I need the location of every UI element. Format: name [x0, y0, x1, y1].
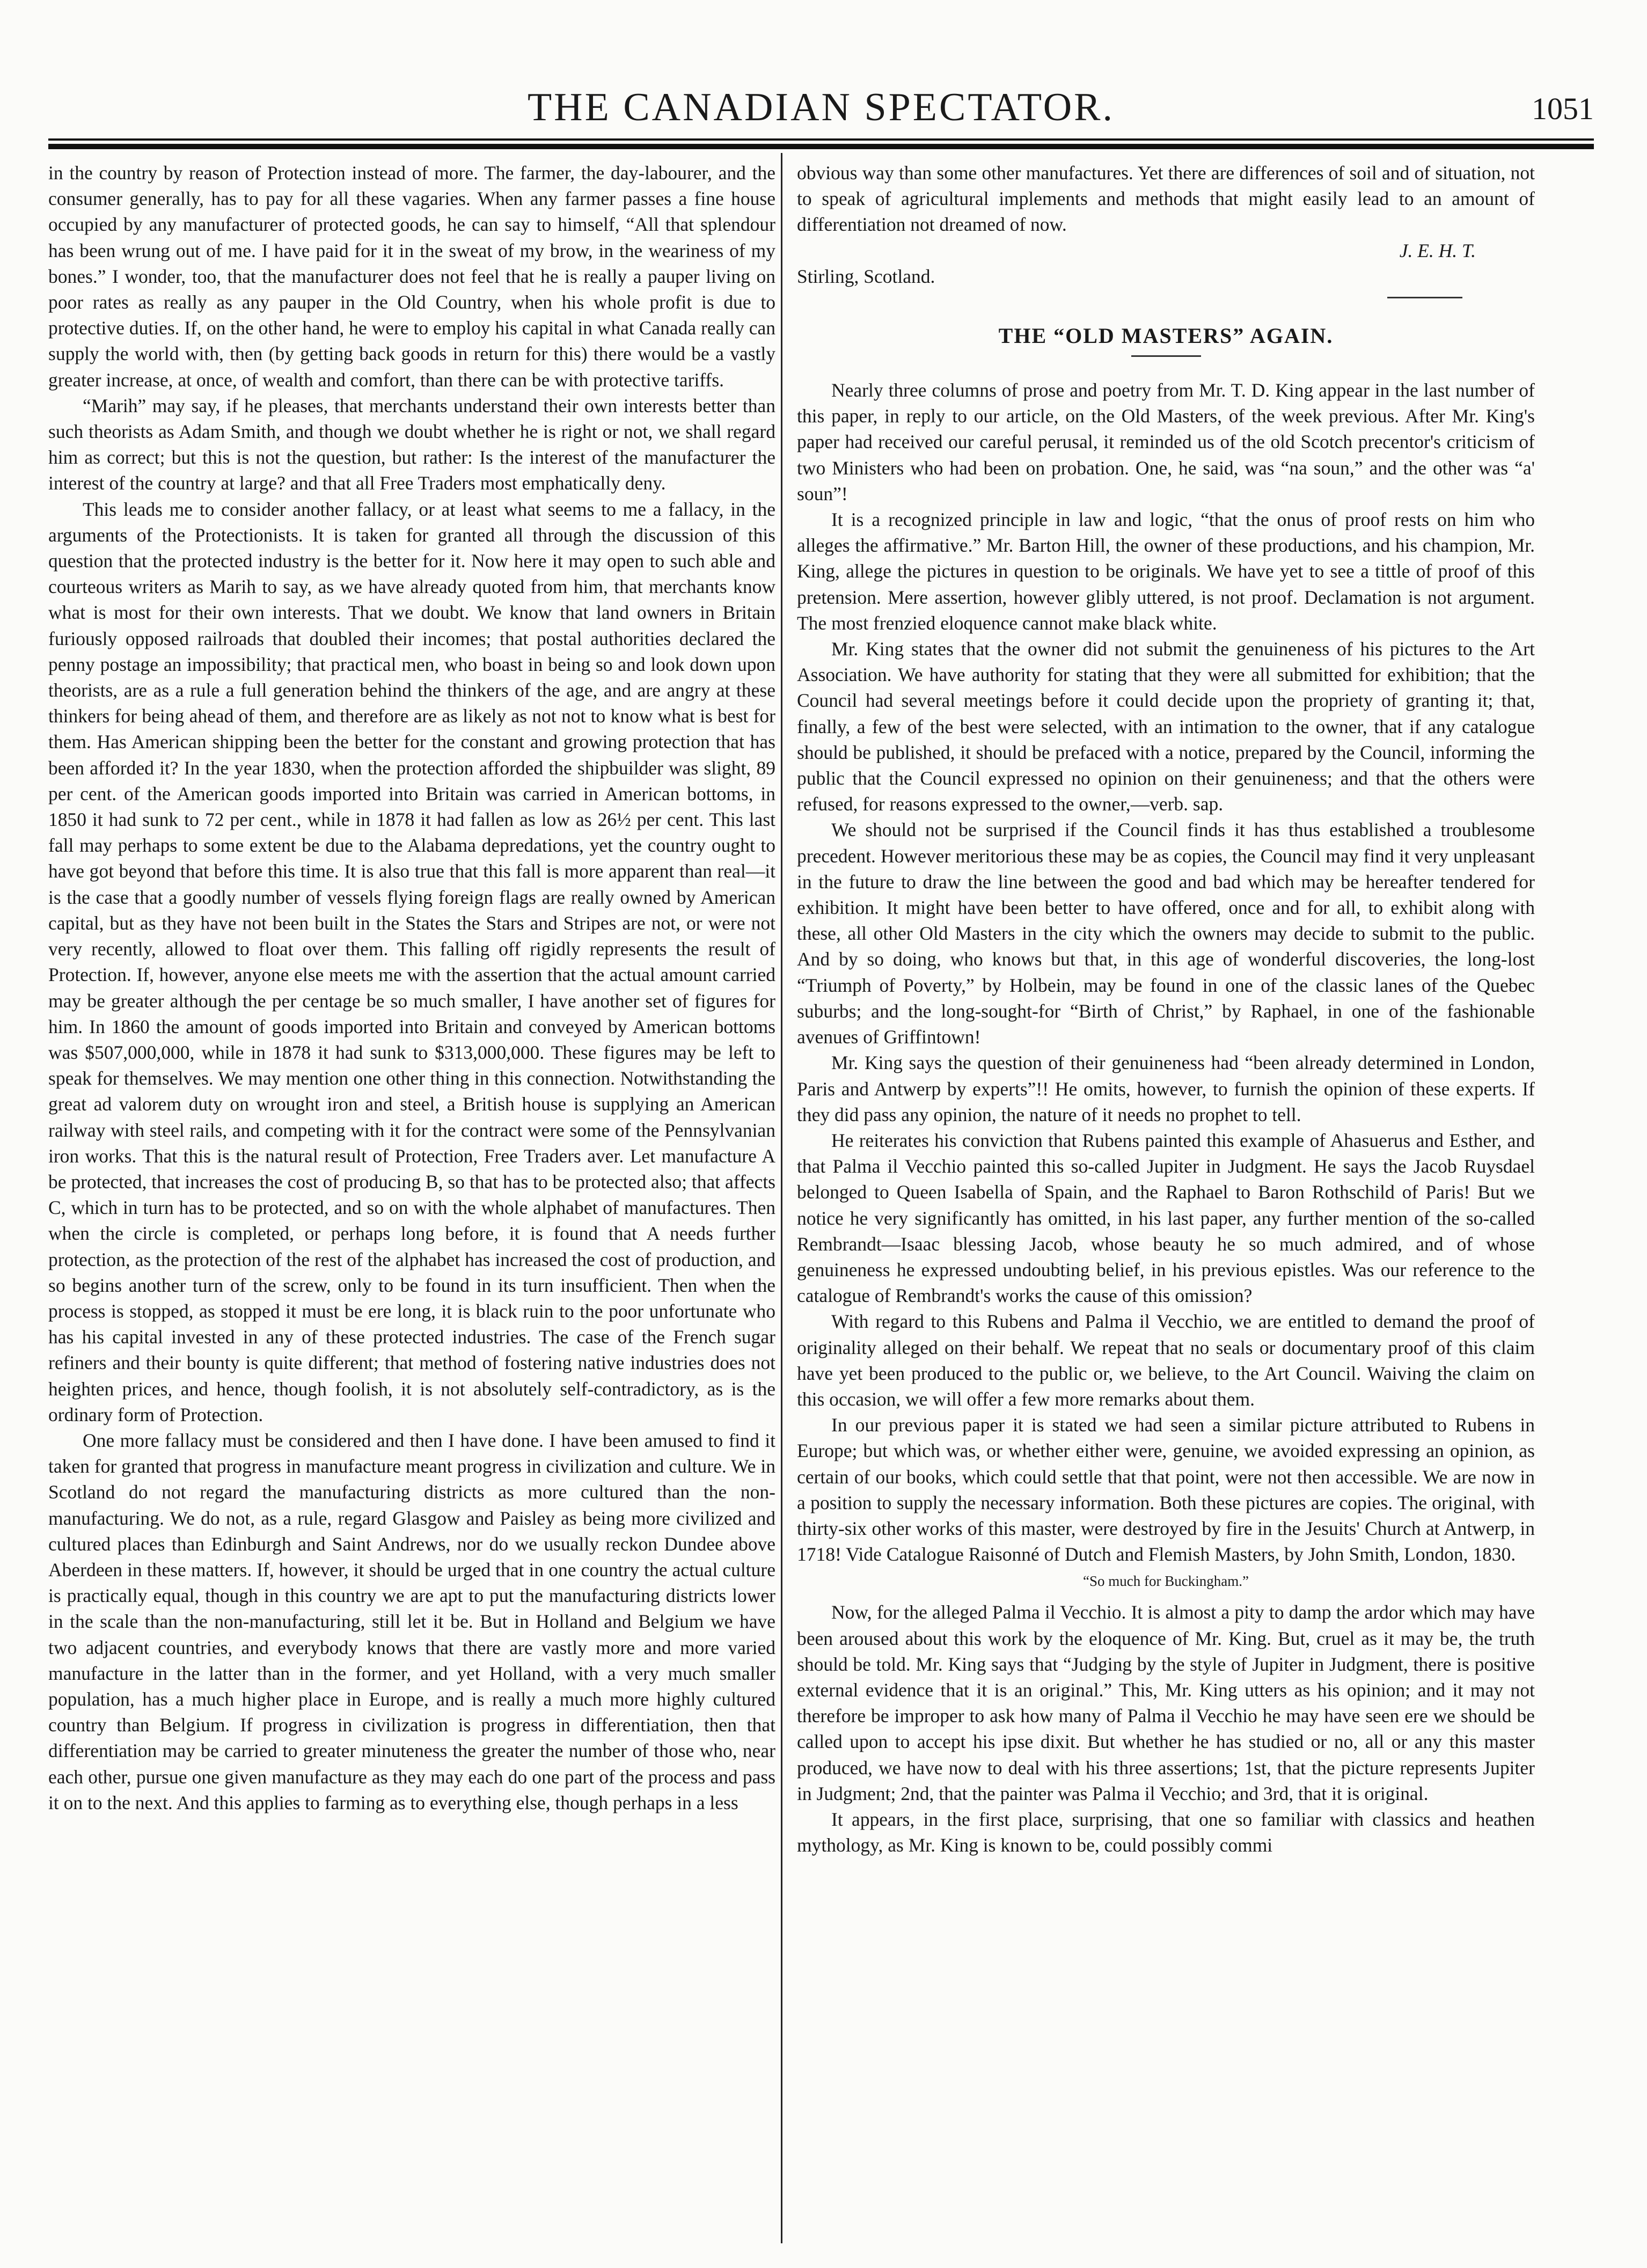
author-location: Stirling, Scotland.	[797, 265, 935, 287]
publication-title: THE CANADIAN SPECTATOR.	[527, 85, 1115, 129]
paragraph: It appears, in the first place, surprising, that one so familiar with classics and heathen mythology, as Mr. King is known to be, could possibly commi	[797, 1808, 1535, 1856]
pull-quote: “So much for Buckingham.”	[1083, 1573, 1249, 1590]
paragraph: With regard to this Rubens and Palma il Vecchio, we are entitled to demand the proof of originality alleged on their behalf. We repeat that no seals or documentary proof of this claim have yet been produced to the public or, we believe, to the Art Council. Waiving the claim on this occasion, we will offer a few more remarks about them.	[797, 1311, 1535, 1410]
paragraph: Mr. King says the question of their genuineness had “been already determined in London, Paris and Antwerp by experts”!! He omits, however, to furnish the opinion of these experts. If they did pass any opinion, the nature of it needs no prophet to tell.	[797, 1052, 1535, 1125]
paragraph: Nearly three columns of prose and poetry from Mr. T. D. King appear in the last number of this paper, in reply to our article, on the Old Masters, of the week previous. After Mr. King's paper had received our careful perusal, it reminded us of the old Scotch precentor's criticism of two Ministers who had been on probation. One, he said, was “na soun,” and the other was “a' soun”!	[797, 379, 1535, 504]
article-heading: THE “OLD MASTERS” AGAIN.	[998, 324, 1334, 348]
right-column	[797, 160, 1535, 1858]
paragraph: This leads me to consider another fallacy, or at least what seems to me a fallacy, in the arguments of the Protectionists. It is taken for granted all through the discussion of this question that the protected industry is the better for it. Now here it may open to such able and courteous writers as Marih to say, as we have already quoted from him, that merchants know what is most for their own interests. That we doubt. We know that land owners in Britain furiously opposed railroads that doubled their incomes; that postal authorities declared the penny postage an impossibility; that practical men, who boast in being so and look down upon theorists, are as a rule a full generation behind the thinkers of the age, and are angry at these thinkers for being ahead of them, and therefore are as likely as not not to know what is best for them. Has American shipping been the better for the constant and growing protection that has been afforded it? In the year 1830, when the protection afforded the shipbuilder was slight, 89 per cent. of the American goods imported into Britain was carried in American bottoms, in 1850 it had sunk to 72 per cent., while in 1878 it had fallen as low as 26½ per cent. This last fall may perhaps to some extent be due to the Alabama depredations, yet the country ought to have got beyond that before this time. It is also true that this fall is more apparent than real—it is the case that a goodly number of vessels flying foreign flags are really owned by American capital, but as they have not been built in the States the Stars and Stripes are not, or were not very recently, allowed to float over them. This falling off rigidly represents the result of Protection. If, however, anyone else meets me with the assertion that the actual amount carried may be greater although the per centage be so much smaller, I have another set of figures for him. In 1860 the amount of goods imported into Britain and conveyed by American bottoms was $507,000,000, while in 1878 it had sunk to $313,000,000. These figures may be left to speak for themselves. We may mention one other thing in this connection. Notwithstanding the great ad valorem duty on wrought iron and steel, a British house is supplying an American railway with steel rails, and competing with it for the contract were some of the Pennsylvanian iron works. That this is the natural result of Protection, Free Traders aver. Let manufacture A be protected, that increases the cost of producing B, so that has to be protected also; that affects C, which in turn has to be protected, and so on with the whole alphabet of manufactures. Then when the circle is completed, or perhaps long before, it is found that A needs further protection, as the protection of the rest of the alphabet has increased the cost of production, and so begins another turn of the screw, only to be found in its turn insufficient. Then when the process is stopped, as stopped it must be ere long, it is black ruin to the poor unfortunate who has his capital invested in any of these protected industries. The case of the French sugar refiners and their bounty is quite different; that method of fostering native industries does not heighten prices, and hence, though foolish, it is not absolutely self-contradictory, as is the ordinary form of Protection.	[48, 498, 775, 1425]
paragraph: obvious way than some other manufactures. Yet there are differences of soil and of situation, not to speak of agricultural implements and methods that might easily lead to an amount of differentiation not dreamed of now.	[797, 162, 1535, 236]
paragraph: Mr. King states that the owner did not submit the genuineness of his pictures to the Art Association. We have authority for stating that they were all submitted for exhibition; that the Council had several meetings before it could decide upon the propriety of granting it; that, finally, a few of the best were selected, with an intimation to the owner, that if any catalogue should be published, it should be prefaced with a notice, prepared by the Council, informing the public that the Council expressed no opinion on their genuineness; and that the others were refused, for reasons expressed to the owner,—verb. sap.	[797, 638, 1535, 815]
paragraph: One more fallacy must be considered and then I have done. I have been amused to find it taken for granted that progress in manufacture meant progress in civilization and culture. We in Scotland do not regard the manufacturing districts as more cultured than the non-manufacturing. We do not, as a rule, regard Glasgow and Paisley as being more civilized and cultured places than Edinburgh and Saint Andrews, nor do we usually reckon Dundee above Aberdeen in these matters. If, however, it should be urged that in one country the actual culture is practically equal, though in this country we are apt to put the manufacturing districts lower in the scale than the non-manufacturing, still let it be. But in Holland and Belgium we have two adjacent countries, and everybody knows that there are vastly more and more varied manufacture in the latter than in the former, and yet Holland, with a very much smaller population, has a much higher place in Europe, and is really a much more highly cultured country than Belgium. If progress in civilization is progress in differentiation, then that differentiation may be carried to greater minuteness the greater the number of those who, near each other, pursue one given manufacture as they may each do one part of the process and pass it on to the next. And this applies to farming as to everything else, though perhaps in a less	[48, 1429, 775, 1813]
page-header	[48, 81, 1594, 140]
page-number: 1051	[1532, 91, 1594, 126]
paragraph: He reiterates his conviction that Rubens painted this example of Ahasuerus and Esther, and that Palma il Vecchio painted this so-called Jupiter in Judgment. He says the Jacob Ruysdael belonged to Queen Isabella of Spain, and the Raphael to Baron Rothschild of Paris! But we notice he very significantly has omitted, in his last paper, any further mention of the so-called Rembrandt—Isaac blessing Jacob, whose beauty he so much admired, and of whose genuineness he expressed undoubting belief, in his previous epistles. Was our reference to the catalogue of Rembrandt's works the cause of this omission?	[797, 1129, 1535, 1307]
section-rule	[1387, 297, 1462, 298]
author-signature: J. E. H. T.	[1399, 239, 1476, 261]
left-column	[48, 160, 775, 1816]
column-divider	[781, 153, 782, 2243]
header-rule-thick	[48, 144, 1594, 149]
paragraph: in the country by reason of Protection instead of more. The farmer, the day-labourer, and the consumer generally, has to pay for all these vagaries. When any farmer passes a fine house occupied by any manufacturer of protected goods, he can say to himself, “All that splendour has been wrung out of me. I have paid for it in the sweat of my brow, in the weariness of my bones.” I wonder, too, that the manufacturer does not feel that he is really a pauper living on poor rates as really as any pauper in the Old Country, when his whole profit is due to protective duties. If, on the other hand, he were to employ his capital in what Canada really can supply the world with, then (by getting back goods in return for this) there would be a vastly greater increase, at once, of wealth and comfort, than there can be with protective tariffs.	[48, 162, 775, 391]
paragraph: We should not be surprised if the Council finds it has thus established a troublesome precedent. However meritorious these may be as copies, the Council may find it very unpleasant in the future to draw the line between the good and bad which may be hereafter tendered for exhibition. It might have been better to have offered, once and for all, to exhibit along with these, all other Old Masters in the city which the owners may decide to submit to the public. And by so doing, who knows but that, in this age of wonderful discoveries, the long-lost “Triumph of Poverty,” by Holbein, may be found in one of the classic lanes of the Quebec suburbs; and the long-sought-for “Birth of Christ,” by Raphael, in one of the fashionable avenues of Griffintown!	[797, 819, 1535, 1048]
paragraph: It is a recognized principle in law and logic, “that the onus of proof rests on him who alleges the affirmative.” Mr. Barton Hill, the owner of these productions, and his champion, Mr. King, allege the pictures in question to be originals. We have yet to see a tittle of proof of this pretension. Mere assertion, however glibly uttered, is not proof. Declamation is not argument. The most frenzied eloquence cannot make black white.	[797, 509, 1535, 634]
heading-rule	[1131, 355, 1201, 357]
paragraph: Now, for the alleged Palma il Vecchio. It is almost a pity to damp the ardor which may have been aroused about this work by the eloquence of Mr. King. But, cruel as it may be, the truth should be told. Mr. King says that “Judging by the style of Jupiter in Judgment, there is positive external evidence that it is an original.” This, Mr. King utters as his opinion; and it may not therefore be improper to ask how many of Palma il Vecchio he may have seen ere we should be called upon to accept his ipse dixit. But whether he has studied or no, all or any this master produced, we have now to deal with his three assertions; 1st, that the picture represents Jupiter in Judgment; 2nd, that the painter was Palma il Vecchio; and 3rd, that it is original.	[797, 1601, 1535, 1804]
paragraph: “Marih” may say, if he pleases, that merchants understand their own interests better than such theorists as Adam Smith, and though we doubt whether he is right or not, we shall regard him as correct; but this is not the question, but rather: Is the interest of the manufacturer the interest of the country at large? and that all Free Traders most emphatically deny.	[48, 394, 775, 494]
header-rule-thin	[48, 138, 1594, 141]
paragraph: In our previous paper it is stated we had seen a similar picture attributed to Rubens in Europe; but which was, or whether either were, genuine, we avoided expressing an opinion, as certain of our books, which could settle that that point, were not then accessible. We are now in a position to supply the necessary information. Both these pictures are copies. The original, with thirty-six other works of this master, were destroyed by fire in the Jesuits' Church at Antwerp, in 1718! Vide Catalogue Raisonné of Dutch and Flemish Masters, by John Smith, London, 1830.	[797, 1414, 1535, 1565]
